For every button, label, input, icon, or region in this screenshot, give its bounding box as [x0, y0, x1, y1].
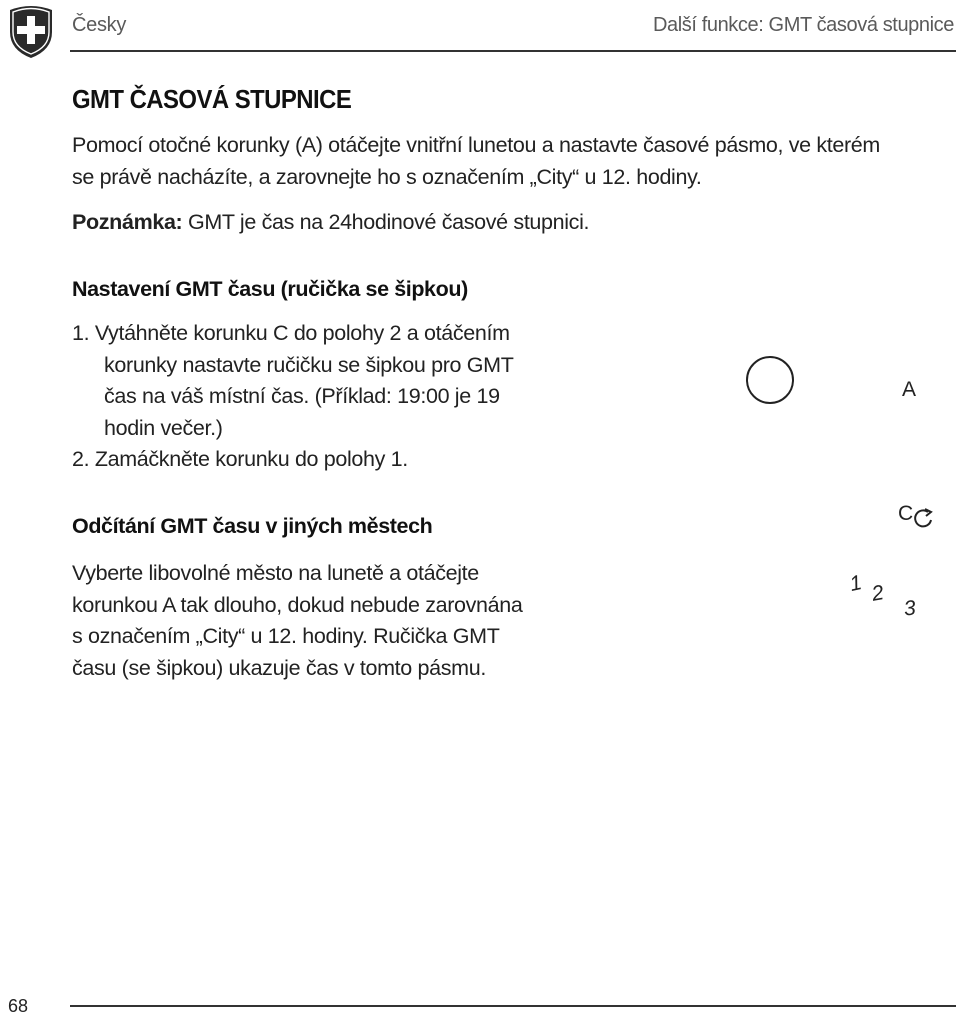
header-language: Česky: [72, 14, 127, 36]
step-line: čas na váš místní čas. (Příklad: 19:00 je 19: [104, 384, 500, 408]
page-title: GMT ČASOVÁ STUPNICE: [72, 84, 352, 114]
crown-a-circle-icon: [746, 356, 794, 404]
note-paragraph: [72, 207, 589, 239]
reading-line: času (se šipkou) ukazuje čas v tomto pásmu.: [72, 655, 486, 680]
reading-line: Vyberte libovolné město na lunetě a otáčejte: [72, 561, 479, 585]
crown-rotate-arrow-icon: [912, 506, 936, 530]
note-text: GMT je čas na 24hodinové časové stupnici.: [182, 210, 590, 234]
step-line: 1. Vytáhněte korunku C do polohy 2 a otáčením: [72, 321, 510, 345]
brand-logo-icon: [6, 2, 56, 60]
crown-position-2: 2: [870, 581, 886, 606]
step-line: korunky nastavte ručičku se šipkou pro GMT: [104, 352, 514, 377]
crown-position-3: 3: [902, 596, 917, 621]
note-label: Poznámka:: [72, 210, 183, 234]
watch-diagram: [740, 350, 960, 640]
setting-steps: [72, 318, 514, 476]
intro-line-2: se právě nacházíte, a zarovnejte ho s označením „City“ u 12. hodiny.: [72, 164, 702, 189]
header-divider: [70, 50, 956, 52]
step-line: 2. Zamáčkněte korunku do polohy 1.: [72, 447, 408, 471]
reading-paragraph: [72, 558, 522, 684]
section-heading-reading: Odčítání GMT času v jiných městech: [72, 514, 433, 538]
page-number: 68: [8, 996, 29, 1016]
intro-paragraph: [72, 130, 880, 193]
header-section-title: Další funkce: GMT časová stupnice: [652, 14, 954, 36]
footer-divider: [70, 1005, 956, 1007]
crown-position-1: 1: [847, 571, 864, 596]
crown-label-c: C: [898, 502, 914, 525]
step-line: hodin večer.): [104, 415, 223, 440]
reading-line: korunkou A tak dlouho, dokud nebude zarovnána: [72, 592, 523, 617]
intro-line-1: Pomocí otočné korunky (A) otáčejte vnitřní lunetou a nastavte časové pásmo, ve kterém: [72, 133, 880, 157]
reading-line: s označením „City“ u 12. hodiny. Ručička GMT: [72, 624, 500, 648]
section-heading-setting: Nastavení GMT času (ručička se šipkou): [72, 277, 468, 301]
crown-label-a: A: [902, 378, 917, 401]
